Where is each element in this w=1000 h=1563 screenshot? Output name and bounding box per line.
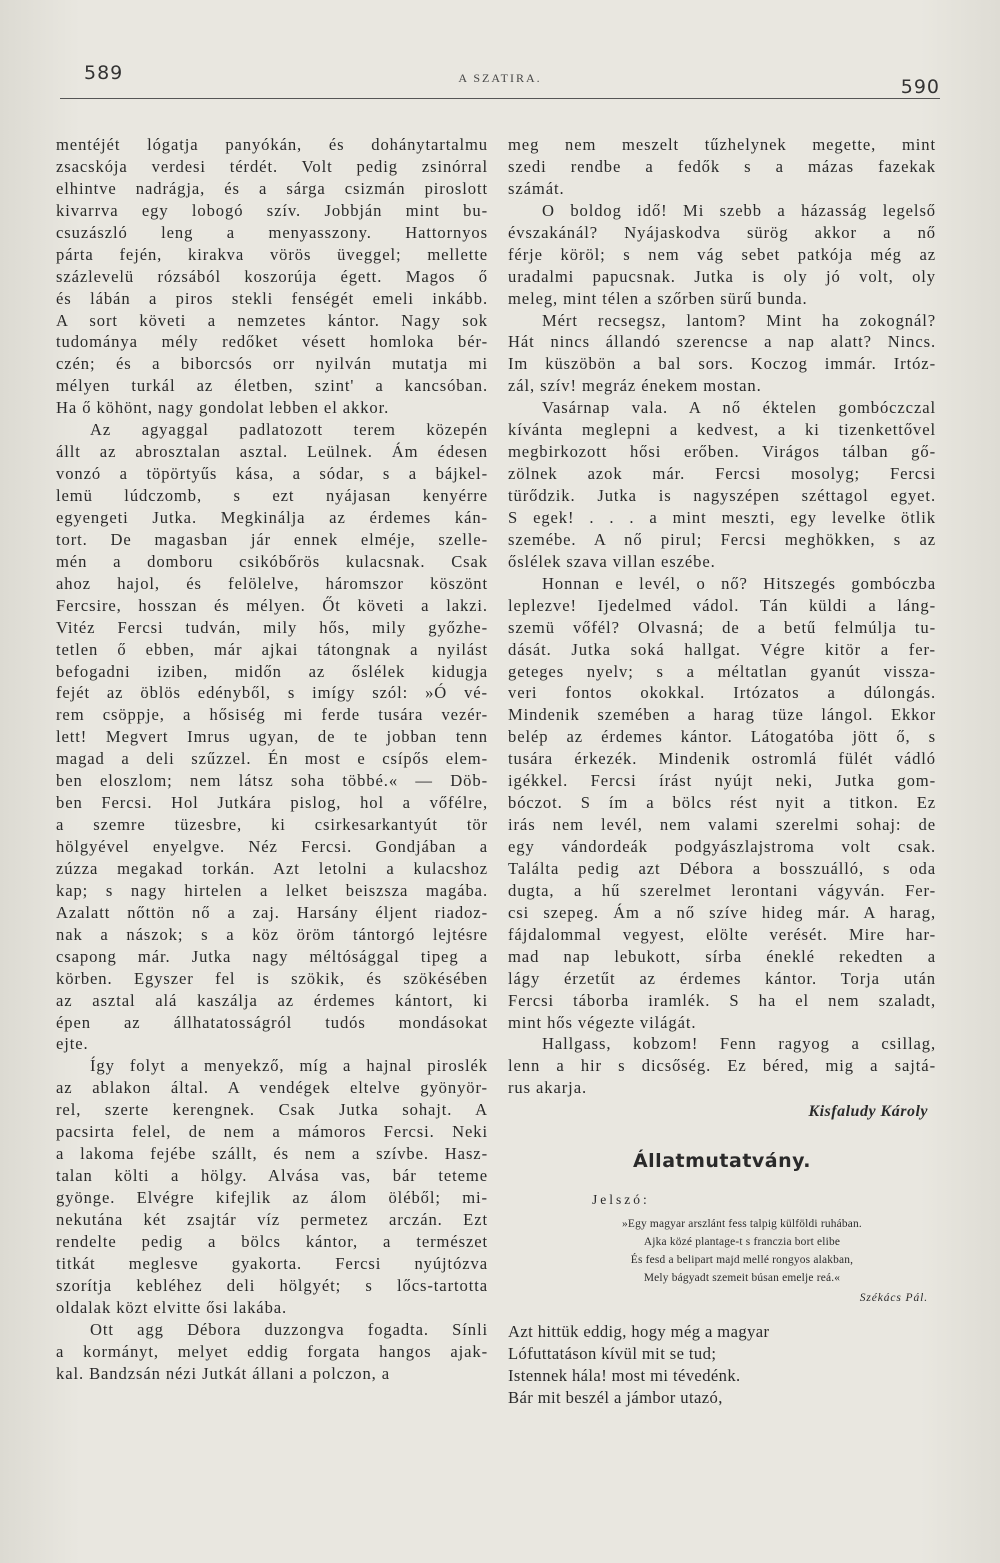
text-line: Honnan e levél, o nő? Hitszegés gombóczba [542, 573, 936, 593]
text-line: rendelte pedig a bölcs kántor, a természet [56, 1231, 488, 1251]
text-line: férje köröl; s nem vág sebet patkója még az [508, 244, 936, 264]
motto-block [508, 1215, 936, 1287]
text-line: lemü lúdczomb, s ezt nyájasan kenyérre [56, 486, 488, 505]
text-line: lett! Megvert Imrus ugyan, de te jobban tenn [56, 727, 488, 747]
article-author: Kisfaludy Károly [808, 1103, 928, 1121]
text-line: szemébe. A nő pirul; Fercsi meghökken, s az [508, 529, 936, 549]
text-line: Vitéz Fercsi tudván, mily hős, mily győzhe- [56, 617, 488, 637]
text-line: szemü vőfél? Olvasná; de a betű felmúlja tu- [508, 617, 936, 637]
text-line: vonzó a töpörtyűs kása, a sódar, s a bájkel- [56, 464, 488, 484]
text-line: rem csöppje, a hősiség mi ferde tusára vezér- [56, 705, 488, 725]
poem-line: Bár mit beszél a jámbor utazó, [508, 1388, 723, 1408]
text-line: párta fején, kirakva vörös üveggel; mellette [56, 244, 488, 264]
text-line: ahoz hajol, és felölelve, háromszor köszönt [56, 573, 488, 593]
text-line: Hát nincs állandó szerencse a nap alatt? Nincs. [508, 332, 936, 352]
poem-line: Azt hittük eddig, hogy még a magyar [508, 1322, 770, 1342]
text-line: az ablakon által. A vendégek eltelve gyönyör- [56, 1078, 488, 1098]
motto-line: És fesd a belipart majd mellé rongyos alakban, [630, 1254, 854, 1267]
text-line: bóczot. S ím a bölcs rést nyit a titkon. Ez [508, 793, 936, 813]
text-line: O boldog idő! Mi szebb a házasság legelső [542, 200, 936, 220]
text-line: Találta pedig azt Débora a bosszuálló, s oda [508, 858, 936, 878]
text-line: mint hős végezte világát. [508, 1012, 697, 1032]
text-line: csuzászló leng a menyasszony. Hattornyos [56, 222, 488, 242]
text-line: oldalak közt elvitte ősi lakába. [56, 1297, 288, 1317]
text-line: rel, szerte kerengnek. Csak Jutka sohajt. A [56, 1100, 488, 1120]
text-line: mentéjét lógatja panyókán, és dohánytartalmu [56, 135, 488, 154]
poem-block [508, 1321, 936, 1409]
text-line: Fercsire, hosszan és mélyen. Őt követi a lakzi. [56, 595, 488, 615]
text-line: uradalmi papucsnak. Jutka is oly jó volt, oly [508, 266, 936, 286]
text-line: számát. [508, 178, 565, 198]
text-line: czén; és a biborcsós orr nyilván mutatja mi [56, 354, 488, 374]
text-line: türődzik. Jutka is nagyszépen széttagol egyet. [508, 486, 936, 505]
text-line: Im küszöbön a bal sors. Koczog immár. Irtóz- [508, 354, 936, 374]
text-line: leplezve! Ijedelmed vádol. Tán küldi a láng- [508, 595, 936, 615]
text-line: évszakánál? Nyájaskodva sürög akkor a nő [508, 222, 936, 242]
text-line: gyönge. Elvégre kifejlik az álom öléből; mi- [56, 1188, 488, 1207]
text-line: egyengeti Jutka. Megkinálja az érdemes kán- [56, 507, 488, 527]
text-line: igékkel. Fercsi írást nyújt neki, Jutka gom- [508, 771, 936, 791]
text-line: kap; s nagy hirtelen a lelket beiszsza magába. [56, 880, 488, 900]
text-line: Az agyaggal padlatozott terem közepén [90, 420, 488, 440]
text-line: Mindenik szemében a harag tüze lángol. Ekkor [508, 705, 936, 725]
text-line: tort. De magasban jár ennek elméje, szelle- [56, 529, 488, 549]
text-line: Ha ő köhönt, nagy gondolat lebben el akkor. [56, 398, 390, 418]
page-number-right: 590 [900, 76, 940, 98]
text-line: zúzza megakad torkán. Azt letolni a kulacshoz [56, 858, 488, 878]
text-line: Hallgass, kobzom! Fenn ragyog a csillag, [542, 1034, 936, 1054]
motto-line: Ajka közé plantage-t s franczia bort elibe [643, 1236, 841, 1249]
text-line: nak a nászok; s a köz öröm tántorgó lejtésre [56, 924, 488, 944]
text-line: Fercsi táborba iramlék. S ha el nem szaladt, [508, 990, 936, 1010]
text-line: A sort követi a nemzetes kántor. Nagy sok [56, 310, 488, 330]
text-line: szorítja kebléhez deli hölgyét; s lőcs-tartotta [56, 1275, 488, 1295]
text-line: nekutána két zsajtár víz permetez arczán. Ezt [56, 1209, 488, 1229]
text-line: zsacskója verdesi térdét. Volt pedig zsinórral [56, 156, 488, 176]
poem-line: Lófuttatáson kívül mit se tud; [508, 1344, 717, 1364]
text-line: mad nap lebukott, sírba éneklé rekedten a [508, 946, 936, 966]
text-line: S egek! . . . a mint meszti, egy levelke ötlik [508, 507, 936, 527]
text-line: zál, szív! megráz énekem mostan. [508, 376, 762, 396]
text-line: fejét az öblös edényből, s imígy szól: »Ó vé- [56, 683, 488, 703]
text-line: elhintve nadrágja, és a sárga csizmán piroslott [56, 178, 488, 198]
motto-label: Jelszó: [592, 1192, 650, 1208]
text-line: Ott agg Débora duzzongva fogadta. Sínli [90, 1319, 488, 1339]
text-line: ejte. [56, 1034, 89, 1054]
text-line: a szemre tüzesbre, ki csirkesarkantyút tör [56, 815, 488, 835]
text-line: meleg, mint télen a szőrben sürű bunda. [508, 288, 808, 308]
text-line: magad a deli szűzzel. Én most e csípős elem- [56, 749, 488, 769]
text-line: kivarrva egy lobogó szív. Jobbján mint bu- [56, 200, 488, 220]
motto-line: Mely bágyadt szemeit búsan emelje reá.« [643, 1272, 841, 1285]
left-column [56, 134, 488, 1384]
text-line: állt az abrosztalan asztal. Leülnek. Ám édesen [56, 442, 488, 462]
text-line: őslélek szava villan eszébe. [508, 551, 716, 571]
text-line: titkát meglesve gyakorta. Fercsi nyújtózva [56, 1253, 488, 1273]
text-line: a kormányt, melyet eddig forgata hangos ajak- [56, 1341, 488, 1361]
text-line: fájdalommal vegyest, elölte verését. Mire har- [508, 924, 936, 944]
running-title: A SZATIRA. [458, 71, 542, 85]
right-column-text [508, 134, 936, 1099]
text-line: pacsirta felel, de nem a mámoros Fercsi. Neki [56, 1122, 488, 1142]
text-line: zölnek azok már. Fercsi mosolyg; Fercsi [508, 464, 936, 484]
text-line: befogadni iziben, midőn az őslélek kidugja [56, 661, 488, 681]
text-line: Mért recsegsz, lantom? Mint ha zokognál? [542, 310, 936, 330]
text-line: körben. Egyszer fel is szökik, és szökésében [56, 968, 488, 988]
text-line: Azalatt nőttön nő a zaj. Harsány éljent riadoz- [56, 902, 488, 922]
text-line: épen az állhatatosságról tudós mondásokat [56, 1012, 488, 1032]
text-line: százlevelü rózsából koszorúja égett. Magos ő [56, 266, 488, 286]
text-line: tetlen ő ebben, már ajkai tátongnak a nyilást [56, 639, 488, 659]
text-line: csi szepeg. Ám a nő szíve hideg már. A harag, [508, 902, 936, 922]
text-line: mélyen turkál az életben, szint' a kancsóban. [56, 376, 488, 396]
poem-line: Istennek hála! most mi tévedénk. [508, 1366, 741, 1386]
page-header [60, 58, 940, 99]
text-line: ben Fercsi. Hol Jutkára pislog, hol a vőfélre, [56, 793, 488, 813]
text-line: a lakoma fejébe szállt, és nem a szívbe. Hasz- [56, 1144, 488, 1164]
text-line: geteges nyelv; s a méltatlan gyanút vissza- [508, 661, 936, 681]
page-number-left: 589 [84, 62, 124, 84]
motto-author: Székács Pál. [859, 1292, 928, 1305]
text-line: Vasárnap vala. A nő éktelen gombóczczal [542, 398, 936, 418]
text-line: egy vándordeák podgyászlajstroma volt csak. [508, 837, 936, 856]
text-line: mén a domboru csikóbőrös kulacsnak. Csak [56, 551, 488, 571]
text-line: Így folyt a menyekző, míg a hajnal piroslék [90, 1056, 488, 1076]
text-line: dugta, a hű szerelmet lerontani vágyván. Fer- [508, 880, 936, 900]
article-heading: Állatmutatvány. [632, 1150, 812, 1173]
text-line: tudománya mély redőket vésett homloka bér- [56, 332, 488, 352]
text-line: dását. Jutka soká hallgat. Végre kitör a fer- [508, 639, 936, 659]
text-line: lágy érzetűt az érdemes kántor. Torja után [508, 968, 936, 988]
text-line: lenn a hir s dicsőség. Ez béred, mig a sajtá- [508, 1056, 936, 1076]
text-line: veri fontos okokkal. Irtózatos a dúlongás. [508, 683, 936, 703]
text-line: meg nem meszelt tűzhelynek megette, mint [508, 135, 936, 154]
text-line: csapong már. Jutka nagy méltósággal tipeg a [56, 946, 488, 966]
text-line: hölgyével enyelgve. Néz Fercsi. Gondjában a [56, 837, 488, 856]
text-line: belép az érdemes kántor. Látogatóba jött ő, s [508, 727, 936, 747]
text-line: rus akarja. [508, 1078, 588, 1098]
motto-line: »Egy magyar arszlánt fess talpig külföldi ruhában. [622, 1218, 862, 1231]
text-line: talan költi a hölgy. Alvása vas, bár teteme [56, 1166, 488, 1186]
text-line: tusára érkezék. Mindenik ostromlá fülét vádló [508, 749, 936, 769]
text-line: irás nem levél, nem valami szerelmi sohaj: de [508, 815, 936, 835]
right-column [508, 134, 936, 1409]
text-line: kal. Bandzsán nézi Jutkát állani a polczon, a [56, 1363, 391, 1383]
text-line: és lábán a piros stekli fenségét emeli inkább. [56, 288, 488, 308]
text-line: kívánta meglepni a kedvest, a ki tizenkettővel [508, 420, 936, 440]
text-line: szedi rendbe a fedők s a mázas fazekak [508, 156, 936, 176]
text-line: megbirkozott hősi erőben. Virágos tálban gő- [508, 442, 936, 462]
text-line: az asztal alá kaszálja az érdemes kántort, ki [56, 990, 488, 1010]
text-line: ben eloszlom; nem látsz soha többé.« — Döb- [56, 771, 488, 791]
